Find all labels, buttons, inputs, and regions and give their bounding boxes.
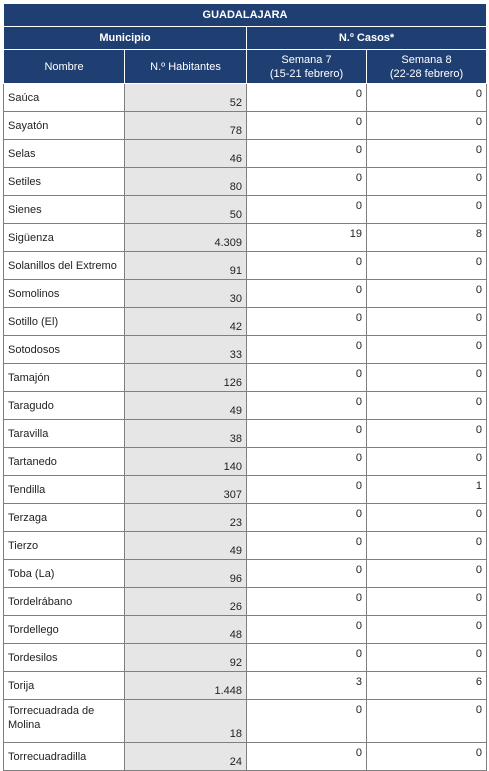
semana8-cases: 0 [367,532,487,560]
semana7-cases: 0 [247,700,367,743]
semana8-cases: 8 [367,224,487,252]
habitantes-value: 33 [125,336,247,364]
table-row [4,700,487,743]
habitantes-value: 126 [125,364,247,392]
habitantes-value: 1.448 [125,672,247,700]
table-row [4,140,487,168]
habitantes-value: 78 [125,112,247,140]
column-header-semana8 [367,50,487,84]
semana8-cases: 0 [367,308,487,336]
municipio-name: Sotillo (El) [4,308,125,336]
habitantes-value: 91 [125,252,247,280]
semana8-cases: 1 [367,476,487,504]
semana8-cases: 0 [367,252,487,280]
municipio-name: Tordelrábano [4,588,125,616]
table-row [4,196,487,224]
habitantes-value: 80 [125,168,247,196]
habitantes-value: 42 [125,308,247,336]
table-row [4,280,487,308]
habitantes-value: 50 [125,196,247,224]
semana7-cases: 0 [247,336,367,364]
semana7-cases: 0 [247,743,367,771]
semana7-dates: (15-21 febrero) [269,67,344,80]
semana7-cases: 3 [247,672,367,700]
habitantes-value: 30 [125,280,247,308]
semana8-cases: 0 [367,588,487,616]
semana8-cases: 0 [367,336,487,364]
municipio-name: Tordesilos [4,644,125,672]
semana8-cases: 0 [367,168,487,196]
municipio-name: Tendilla [4,476,125,504]
semana7-cases: 0 [247,84,367,112]
semana7-cases: 0 [247,532,367,560]
semana8-cases: 0 [367,140,487,168]
municipio-name: Terzaga [4,504,125,532]
table-row [4,168,487,196]
semana8-cases: 0 [367,112,487,140]
table-row [4,392,487,420]
semana7-cases: 0 [247,196,367,224]
table-row [4,743,487,771]
municipio-name: Solanillos del Extremo [4,252,125,280]
group-header-casos: N.º Casos* [247,27,487,50]
group-header-municipio: Municipio [4,27,247,50]
habitantes-value: 26 [125,588,247,616]
semana7-cases: 0 [247,112,367,140]
habitantes-value: 52 [125,84,247,112]
habitantes-value: 23 [125,504,247,532]
table-row [4,224,487,252]
municipio-name: Torrecuadradilla [4,743,125,771]
municipio-name: Saúca [4,84,125,112]
column-header-nombre: Nombre [4,50,125,84]
table-row [4,644,487,672]
table-row [4,588,487,616]
municipio-name: Sigüenza [4,224,125,252]
municipio-name: Tamajón [4,364,125,392]
municipio-name: Torrecuadrada de Molina [4,700,125,743]
habitantes-value: 49 [125,532,247,560]
table-row [4,504,487,532]
semana7-cases: 0 [247,252,367,280]
semana7-cases: 0 [247,308,367,336]
table-row [4,112,487,140]
semana8-cases: 0 [367,644,487,672]
semana8-cases: 0 [367,616,487,644]
column-header-habitantes: N.º Habitantes [125,50,247,84]
municipio-name: Sayatón [4,112,125,140]
table-title: GUADALAJARA [4,4,487,27]
habitantes-value: 92 [125,644,247,672]
semana7-cases: 0 [247,140,367,168]
semana8-label: Semana 8 [401,53,452,66]
table-row [4,364,487,392]
semana8-cases: 0 [367,743,487,771]
semana8-cases: 0 [367,448,487,476]
semana8-cases: 0 [367,700,487,743]
semana8-cases: 6 [367,672,487,700]
semana7-cases: 0 [247,588,367,616]
column-header-semana7 [247,50,367,84]
semana7-cases: 0 [247,392,367,420]
table-row [4,84,487,112]
municipio-name: Somolinos [4,280,125,308]
municipio-name: Torija [4,672,125,700]
habitantes-value: 140 [125,448,247,476]
table-row [4,616,487,644]
semana8-cases: 0 [367,364,487,392]
semana7-cases: 0 [247,280,367,308]
municipio-name: Setiles [4,168,125,196]
semana7-cases: 0 [247,476,367,504]
semana7-cases: 0 [247,168,367,196]
table-row [4,308,487,336]
semana7-cases: 0 [247,420,367,448]
habitantes-value: 18 [125,700,247,743]
habitantes-value: 48 [125,616,247,644]
semana8-cases: 0 [367,420,487,448]
semana8-cases: 0 [367,196,487,224]
habitantes-value: 307 [125,476,247,504]
municipio-name: Toba (La) [4,560,125,588]
cases-table [3,3,487,771]
habitantes-value: 46 [125,140,247,168]
municipio-name: Taravilla [4,420,125,448]
habitantes-value: 24 [125,743,247,771]
municipio-name: Tordellego [4,616,125,644]
municipio-name: Tierzo [4,532,125,560]
semana8-cases: 0 [367,84,487,112]
semana8-cases: 0 [367,504,487,532]
habitantes-value: 49 [125,392,247,420]
semana8-cases: 0 [367,392,487,420]
semana7-cases: 19 [247,224,367,252]
table-row [4,336,487,364]
municipio-name: Sienes [4,196,125,224]
table-row [4,560,487,588]
municipio-name: Taragudo [4,392,125,420]
table-row [4,420,487,448]
semana7-cases: 0 [247,560,367,588]
table-row [4,448,487,476]
table-row [4,252,487,280]
municipio-name: Tartanedo [4,448,125,476]
habitantes-value: 38 [125,420,247,448]
semana8-dates: (22-28 febrero) [389,67,464,80]
habitantes-value: 4.309 [125,224,247,252]
semana8-cases: 0 [367,280,487,308]
semana7-cases: 0 [247,616,367,644]
semana7-cases: 0 [247,364,367,392]
semana8-cases: 0 [367,560,487,588]
table-row [4,532,487,560]
semana7-cases: 0 [247,448,367,476]
semana7-label: Semana 7 [281,53,332,66]
municipio-name: Selas [4,140,125,168]
habitantes-value: 96 [125,560,247,588]
semana7-cases: 0 [247,504,367,532]
municipio-name: Sotodosos [4,336,125,364]
table-row [4,476,487,504]
table-body [4,84,487,771]
semana7-cases: 0 [247,644,367,672]
